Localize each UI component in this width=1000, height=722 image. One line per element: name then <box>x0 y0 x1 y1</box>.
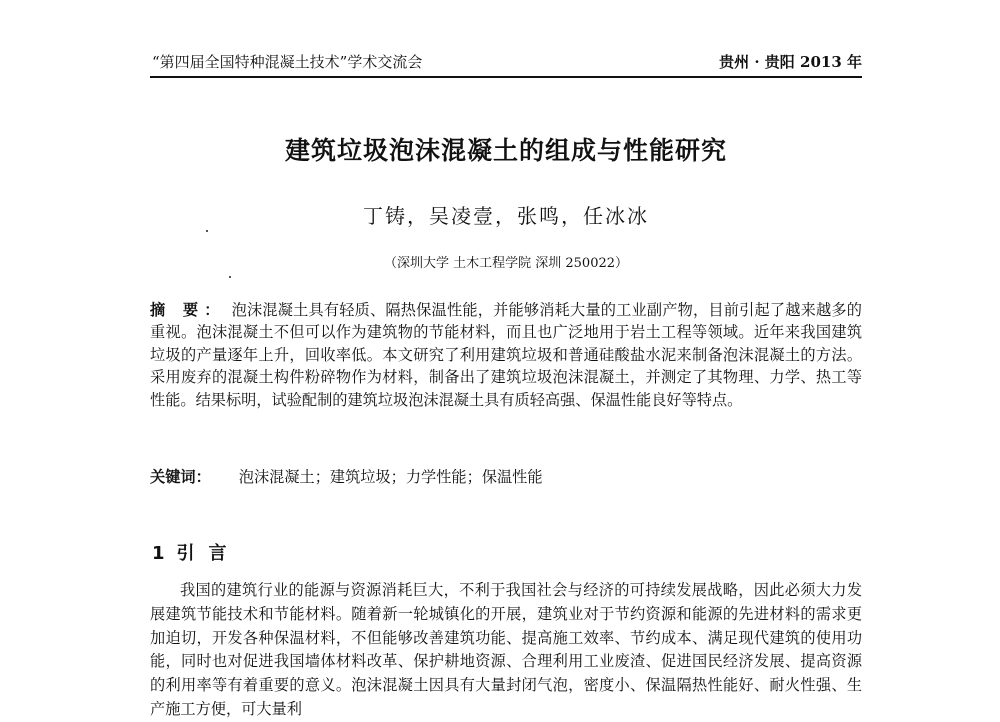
abstract-text: 泡沫混凝土具有轻质、隔热保温性能，并能够消耗大量的工业副产物，目前引起了越来越多的重视。泡沫混凝土不但可以作为建筑物的节能材料，而且也广泛地用于岩土工程等领域。近年来我国建筑垃圾的产量逐年上升，回收率低。本文研究了利用建筑垃圾和普通硅酸盐水泥来制备泡沫混凝土的方法。采用废弃的混凝土构件粉碎物作为材料，制备出了建筑垃圾泡沫混凝土，并测定了其物理、力学、热工等性能。结果标明，试验配制的建筑垃圾泡沫混凝土具有质轻高强、保温性能良好等特点。 <box>150 301 862 409</box>
abstract <box>150 299 862 411</box>
affiliation: （深圳大学 土木工程学院 深圳 250022） <box>383 256 629 271</box>
section-title: 引言 <box>176 543 241 564</box>
section-heading <box>152 539 241 565</box>
section-number: 1 <box>152 543 165 564</box>
section-body-text: 我国的建筑行业的能源与资源消耗巨大，不利于我国社会与经济的可持续发展战略，因此必须大力发展建筑节能技术和节能材料。随着新一轮城镇化的开展，建筑业对于节约资源和能源的先进材料的需求更加迫切，开发各种保温材料，不但能够改善建筑功能、提高施工效率、节约成本、满足现代建筑的使用功能，同时也对促进我国墙体材料改革、保护耕地资源、合理利用工业废渣、促进国民经济发展、提高资源的利用率等有着重要的意义。泡沫混凝土因具有大量封闭气泡，密度小、保温隔热性能好、耐火性强、生产施工方便，可大量利 <box>150 581 862 718</box>
scan-speck <box>206 230 208 232</box>
header-location-year: 贵州 · 贵阳 2013 年 <box>719 53 862 71</box>
scan-speck <box>229 276 231 278</box>
keywords-text: 泡沫混凝土；建筑垃圾；力学性能；保温性能 <box>238 468 543 486</box>
running-header <box>150 42 862 78</box>
keywords-label: 关键词： <box>150 468 211 486</box>
keywords <box>150 466 862 488</box>
abstract-label: 摘 要： <box>150 301 226 319</box>
header-conference: “第四届全国特种混凝土技术”学术交流会 <box>152 53 423 71</box>
paper-title: 建筑垃圾泡沫混凝土的组成与性能研究 <box>284 136 727 165</box>
author-list: 丁铸，吴凌壹，张鸣，任冰冰 <box>363 204 649 228</box>
